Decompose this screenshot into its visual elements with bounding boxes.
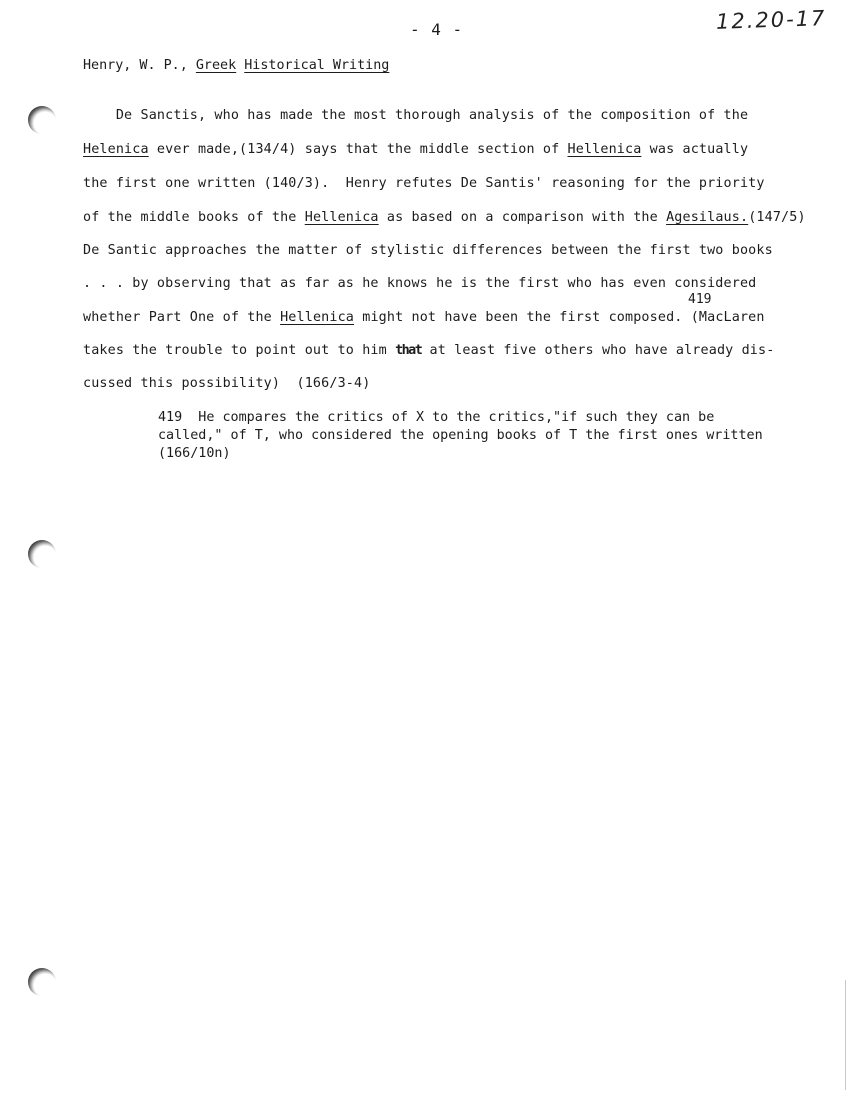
page-reference: (147/5)	[748, 210, 806, 225]
footnote-marker: 419	[688, 292, 712, 307]
title-hellenica: Hellenica	[567, 142, 642, 157]
body-line-4	[83, 210, 806, 225]
citation-author: Henry, W. P.,	[83, 58, 196, 73]
body-text: of the middle books of the	[83, 210, 305, 225]
binder-hole-icon	[28, 968, 56, 996]
body-line-5: De Santic approaches the matter of stylistic differences between the first two books	[83, 243, 773, 258]
citation-title-rest: Historical Writing	[244, 58, 390, 73]
footnote-line-2: called," of T, who considered the opening books of T the first ones written	[158, 428, 763, 443]
body-line-1: De Sanctis, who has made the most thorough analysis of the composition of the	[83, 108, 749, 123]
body-line-7	[83, 310, 765, 325]
body-line-2	[83, 142, 748, 157]
body-line-9: cussed this possibility) (166/3-4)	[83, 376, 371, 391]
body-line-8	[83, 343, 774, 358]
body-text: at least five others who have already dis-	[421, 343, 775, 358]
body-text: as based on a comparison with the	[378, 210, 667, 225]
body-text: ever made,(134/4) says that the middle section of	[148, 142, 568, 157]
citation-title-greek: Greek	[195, 58, 237, 73]
page-number: - 4 -	[410, 20, 464, 39]
body-line-3: the first one written (140/3). Henry refutes De Santis' reasoning for the priority	[83, 176, 765, 191]
title-hellenica: Hellenica	[304, 210, 379, 225]
footnote-line-1: 419 He compares the critics of X to the critics,"if such they can be	[158, 410, 715, 425]
scan-edge-line	[845, 980, 846, 1090]
struck-out-word: that	[395, 343, 422, 358]
body-text: whether Part One of the	[83, 310, 281, 325]
title-agesilaus: Agesilaus.	[666, 210, 749, 225]
title-helenica: Helenica	[83, 142, 149, 157]
body-text: was actually	[641, 142, 749, 157]
body-text: might not have been the first composed. (MacLaren	[354, 310, 765, 325]
body-text: takes the trouble to point out to him	[83, 343, 396, 358]
binder-hole-icon	[28, 106, 56, 134]
handwritten-note: 12.20-17	[715, 6, 827, 34]
body-line-6: . . . by observing that as far as he knows he is the first who has even considered	[83, 276, 757, 291]
title-hellenica: Hellenica	[280, 310, 355, 325]
citation-header	[83, 58, 389, 73]
binder-hole-icon	[28, 540, 56, 568]
footnote-line-3: (166/10n)	[158, 446, 231, 461]
